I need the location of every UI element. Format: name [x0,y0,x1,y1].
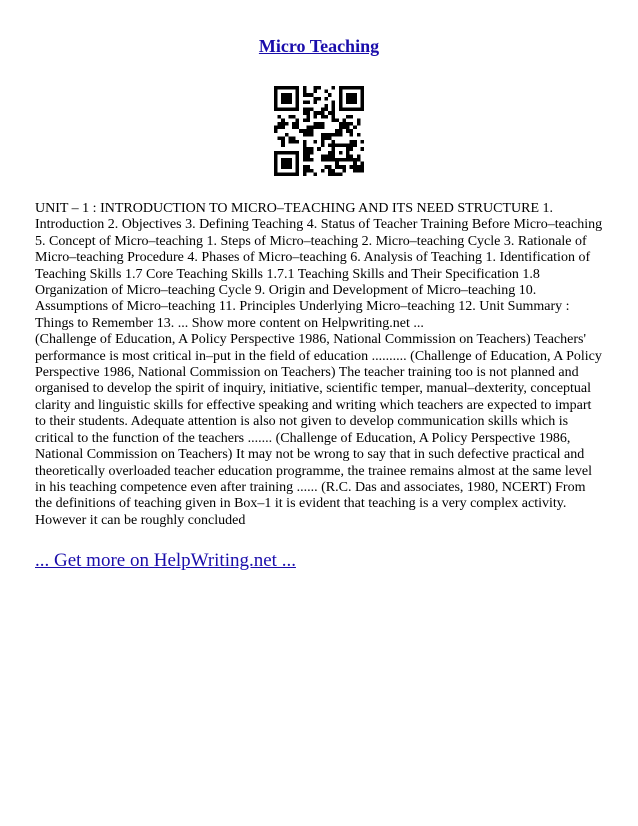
qr-code-icon [274,86,364,176]
document-title[interactable]: Micro Teaching [258,36,380,56]
body-paragraph-1: UNIT – 1 : INTRODUCTION TO MICRO–TEACHING AND ITS NEED STRUCTURE 1. Introduction 2. Objectives 3. Defining Teaching 4. Status of Teacher Training Before Micro–teaching 5. Concept of Micro–teaching 1. Steps of Micro–teaching 2. Micro–teaching Cycle 3. Rationale of Micro–teaching Procedure 4. Phases of Micro–teaching 6. Analysis of Teaching 1. Identification of Teaching Skills 1.7 Core Teaching Skills 1.7.1 Teaching Skills and Their Specification 1.8 Organization of Micro–teaching Cycle 9. Origin and Development of Micro–teaching 10. Assumptions of Micro–teaching 11. Principles Underlying Micro–teaching 12. Unit Summary : Things to Remember 13. ... Show more content on Helpwriting.net ... [35,201,603,331]
document-body [35,201,605,529]
get-more-link[interactable]: ... Get more on HelpWriting.net ... [35,550,296,571]
body-paragraph-2: (Challenge of Education, A Policy Perspective 1986, National Commission on Teachers) Teachers' performance is most critical in–put in the field of education .......... (Challenge of Education, A Policy Perspective 1986, National Commission on Teachers) The teacher training too is not planned and organised to develop the spirit of inquiry, initiative, scientific temper, manual–dexterity, conceptual clarity and linguistic skills for effective speaking and writing which teachers are expected to impart to their students. Adequate attention is also not given to develop communication skills which is critical to the function of the teachers ....... (Challenge of Education, A Policy Perspective 1986, National Commission on Teachers) It may not be wrong to say that in such defective practical and theoretically overloaded teacher education programme, the trainee remains almost at the same level in his teaching competence even after training ...... (R.C. Das and associates, 1980, NCERT) From the definitions of teaching given in Box–1 it is evident that teaching is a very complex activity. However it can be roughly concluded [35,332,602,528]
